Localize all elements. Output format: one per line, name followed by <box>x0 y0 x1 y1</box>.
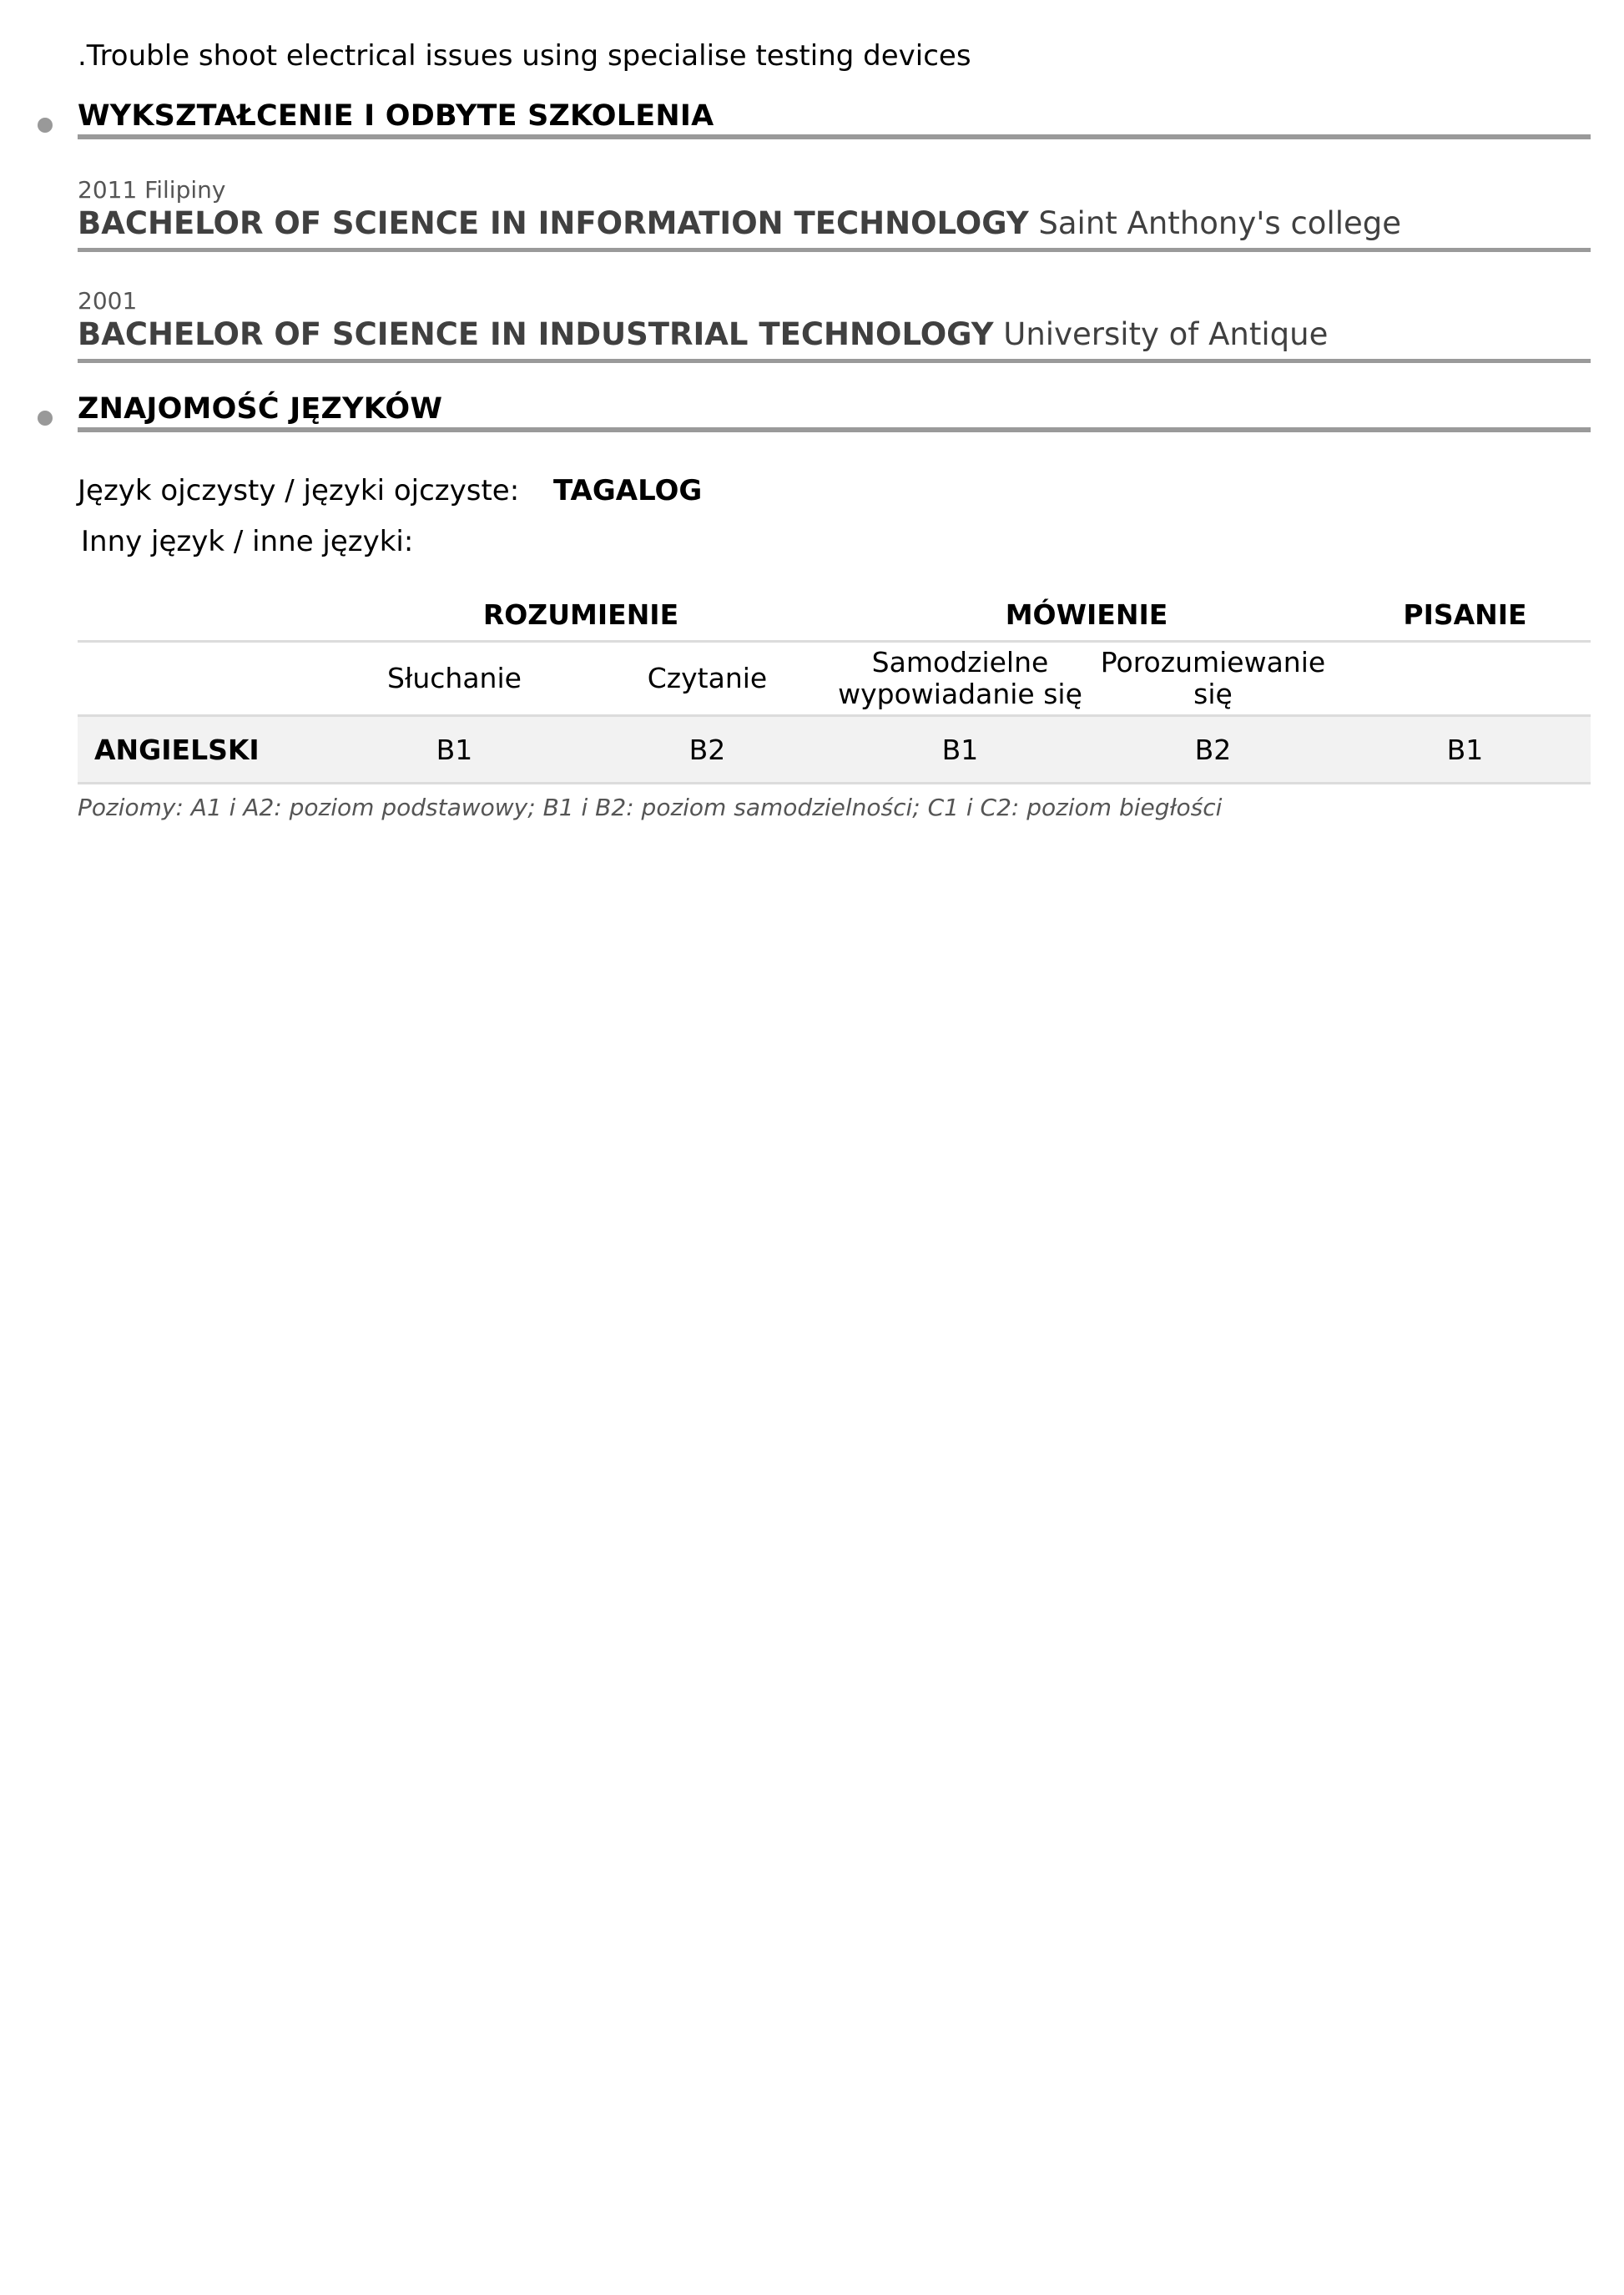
education-section-header <box>78 98 1591 139</box>
language-skills-table <box>78 588 1591 784</box>
education-entry-meta: 2011 Filipiny <box>78 176 226 204</box>
mother-tongue-row <box>78 473 702 508</box>
level-spoken-production: B1 <box>834 716 1087 784</box>
subheader-spoken-interaction: Porozumiewanie się <box>1087 642 1339 716</box>
table-subheader-row <box>78 642 1591 716</box>
table-group-header-row <box>78 588 1591 642</box>
table-empty-cell <box>78 642 328 716</box>
education-entry-meta: 2001 <box>78 287 138 315</box>
education-entry-line <box>78 315 1591 359</box>
levels-legend: Poziomy: A1 i A2: poziom podstawowy; B1 i B2: poziom samodzielności; C1 i C2: poziom biegłości <box>78 794 1223 821</box>
mother-tongue-value: TAGALOG <box>552 474 703 507</box>
education-degree: BACHELOR OF SCIENCE IN INDUSTRIAL TECHNOLOGY <box>78 316 994 352</box>
level-writing: B1 <box>1339 716 1591 784</box>
education-degree: BACHELOR OF SCIENCE IN INFORMATION TECHNOLOGY <box>78 205 1029 241</box>
languages-section-header <box>78 391 1591 432</box>
subheader-listening: Słuchanie <box>328 642 581 716</box>
level-spoken-interaction: B2 <box>1087 716 1339 784</box>
education-entry <box>78 176 1591 252</box>
skill-line: .Trouble shoot electrical issues using specialise testing devices <box>78 39 971 73</box>
education-section-title: WYKSZTAŁCENIE I ODBYTE SZKOLENIA <box>78 99 714 133</box>
level-reading: B2 <box>581 716 834 784</box>
education-school: University of Antique <box>1003 316 1329 352</box>
table-empty-cell <box>1339 642 1591 716</box>
other-languages-label: Inny język / inne języki: <box>81 525 414 558</box>
language-name: ANGIELSKI <box>78 716 328 784</box>
mother-tongue-label: Język ojczysty / języki ojczyste: <box>78 474 520 507</box>
header-understanding: ROZUMIENIE <box>328 588 834 642</box>
table-row <box>78 716 1591 784</box>
section-bullet-icon <box>38 118 53 133</box>
level-listening: B1 <box>328 716 581 784</box>
header-writing: PISANIE <box>1339 588 1591 642</box>
header-speaking: MÓWIENIE <box>834 588 1339 642</box>
subheader-spoken-production: Samodzielne wypowiadanie się <box>834 642 1087 716</box>
education-entry-line <box>78 204 1591 248</box>
subheader-reading: Czytanie <box>581 642 834 716</box>
languages-section-title: ZNAJOMOŚĆ JĘZYKÓW <box>78 392 443 426</box>
education-school: Saint Anthony's college <box>1038 205 1402 241</box>
section-bullet-icon <box>38 411 53 426</box>
table-corner-cell <box>78 588 328 642</box>
education-entry <box>78 287 1591 363</box>
